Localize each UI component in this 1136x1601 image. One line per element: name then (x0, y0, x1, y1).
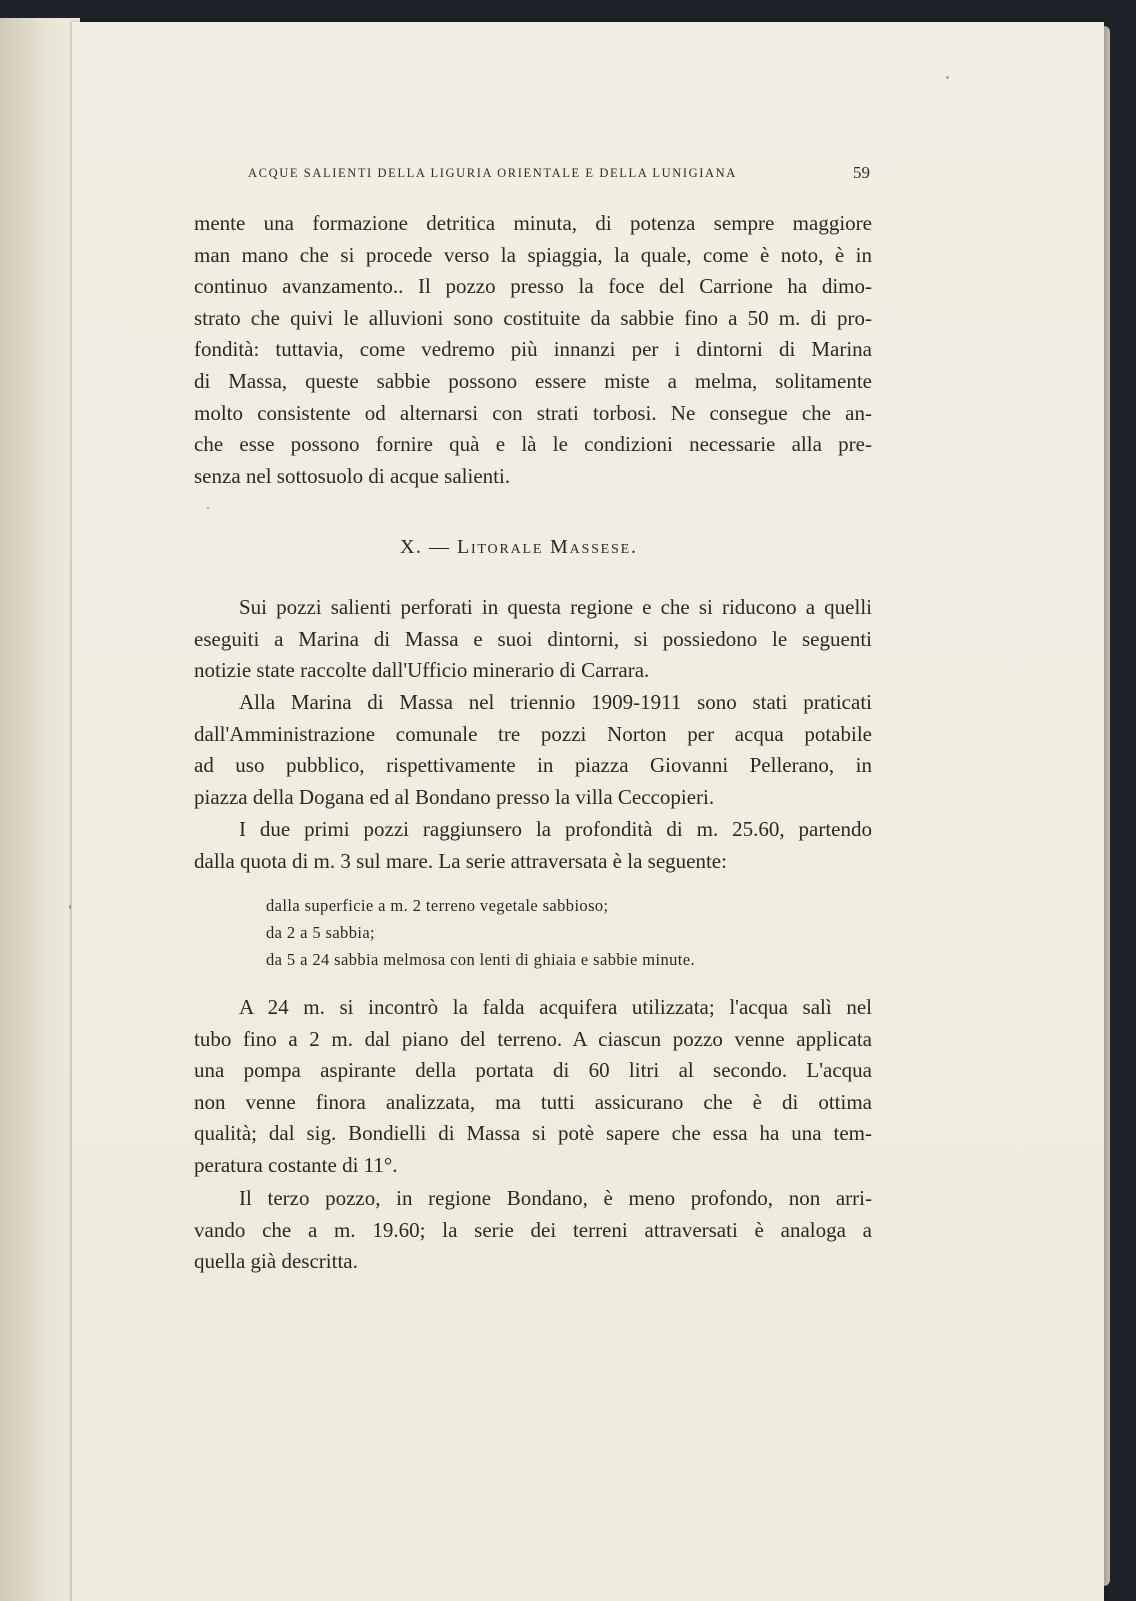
text-line: A 24 m. si incontrò la falda acquifera utilizzata; l'acqua salì nel (239, 995, 872, 1019)
text-line: Il terzo pozzo, in regione Bondano, è meno profondo, non arri- (239, 1186, 872, 1210)
stratigraphic-series (266, 892, 695, 973)
facing-page-edge (0, 18, 80, 1601)
paragraph-1 (194, 208, 872, 492)
section-title: Litorale Massese. (456, 536, 638, 558)
text-line: molto consistente od alternarsi con strati torbosi. Ne consegue che an- (194, 400, 872, 425)
paragraph-3 (194, 687, 872, 813)
text-line: che esse possono fornire quà e là le condizioni necessarie alla pre- (194, 432, 872, 457)
text-line: I due primi pozzi raggiunsero la profondità di m. 25.60, partendo (239, 817, 872, 841)
text-line: non venne finora analizzata, ma tutti assicurano che è di ottima (194, 1089, 872, 1114)
text-line: eseguiti a Marina di Massa e suoi dintorni, si possiedono le seguenti (194, 626, 872, 651)
text-line: piazza della Dogana ed al Bondano presso la villa Ceccopieri. (194, 784, 715, 809)
text-line: notizie state raccolte dall'Ufficio minerario di Carrara. (194, 658, 650, 683)
text-line: fondità: tuttavia, come vedremo più innanzi per i dintorni di Marina (194, 337, 872, 362)
text-line: peratura costante di 11°. (194, 1152, 398, 1177)
series-item: dalla superficie a m. 2 terreno vegetale sabbioso; (266, 896, 609, 915)
running-head-title: ACQUE SALIENTI DELLA LIGURIA ORIENTALE E DELLA LUNIGIANA (248, 166, 737, 180)
paragraph-5 (194, 992, 872, 1182)
text-line: vando che a m. 19.60; la serie dei terreni attraversati è analoga a (194, 1217, 872, 1242)
text-line: strato che quivi le alluvioni sono costituite da sabbie fino a 50 m. di pro- (194, 305, 872, 330)
text-line: una pompa aspirante della portata di 60 litri al secondo. L'acqua (194, 1058, 872, 1083)
section-number: X. — (400, 536, 451, 558)
paper-speck (69, 905, 71, 909)
text-line: Alla Marina di Massa nel triennio 1909-1911 sono stati praticati (239, 690, 872, 714)
text-line: dalla quota di m. 3 sul mare. La serie attraversata è la seguente: (194, 848, 727, 873)
text-line: dall'Amministrazione comunale tre pozzi Norton per acqua potabile (194, 721, 872, 746)
text-line: ad uso pubblico, rispettivamente in piazza Giovanni Pellerano, in (194, 753, 872, 778)
text-line: qualità; dal sig. Bondielli di Massa si potè sapere che essa ha una tem- (194, 1121, 872, 1146)
paragraph-6 (194, 1183, 872, 1278)
gutter-line (70, 22, 72, 1601)
text-line: Sui pozzi salienti perforati in questa regione e che si riducono a quelli (239, 595, 872, 619)
text-line: quella già descritta. (194, 1249, 358, 1274)
text-line: continuo avanzamento.. Il pozzo presso la foce del Carrione ha dimo- (194, 274, 872, 299)
paragraph-2 (194, 592, 872, 687)
paragraph-4 (194, 814, 872, 877)
text-line: tubo fino a 2 m. dal piano del terreno. A ciascun pozzo venne applicata (194, 1026, 872, 1051)
series-item: da 2 a 5 sabbia; (266, 923, 376, 942)
text-line: man mano che si procede verso la spiaggia, la quale, come è noto, è in (194, 242, 872, 267)
paper-speck (207, 507, 209, 509)
text-line: di Massa, queste sabbie possono essere miste a melma, solitamente (194, 368, 872, 393)
section-heading (400, 536, 638, 559)
series-item: da 5 a 24 sabbia melmosa con lenti di ghiaia e sabbie minute. (266, 950, 695, 969)
paper-speck (946, 76, 949, 79)
text-line: senza nel sottosuolo di acque salienti. (194, 463, 511, 488)
text-line: mente una formazione detritica minuta, di potenza sempre maggiore (194, 211, 872, 235)
page-number: 59 (853, 163, 870, 182)
